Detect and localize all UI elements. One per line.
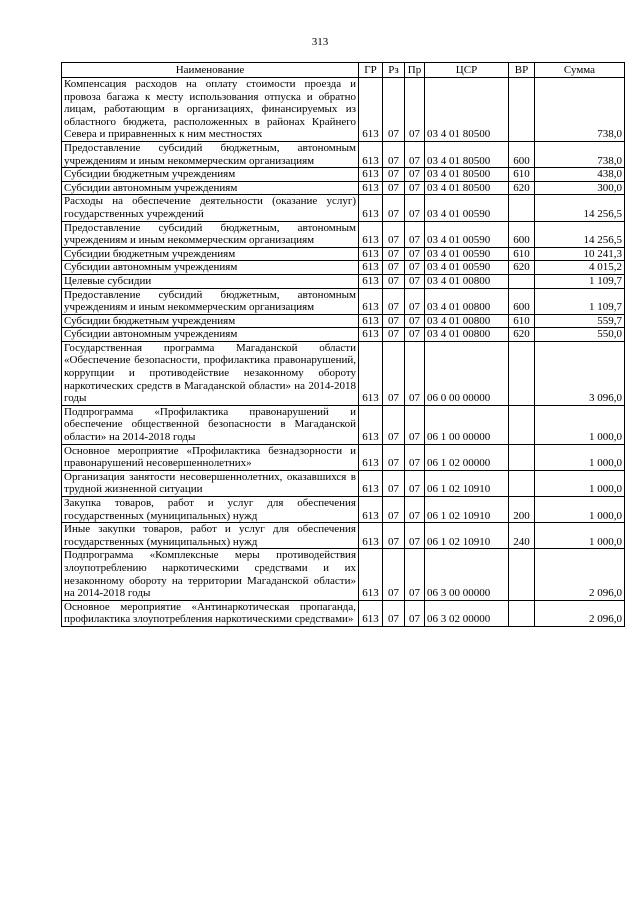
cell-sum: 1 109,7 [535,274,625,288]
cell-sum: 2 096,0 [535,549,625,600]
cell-vr: 600 [509,288,535,314]
cell-gr: 613 [359,600,383,626]
table-row [62,261,625,275]
cell-name: Предоставление субсидий бюджетным, автономным учреждениям и иным некоммерческим организациям [62,221,359,247]
cell-name: Расходы на обеспечение деятельности (оказание услуг) государственных учреждений [62,195,359,221]
cell-name: Субсидии бюджетным учреждениям [62,168,359,182]
cell-gr: 613 [359,523,383,549]
table-row [62,168,625,182]
header-csr: ЦСР [425,63,509,78]
cell-gr: 613 [359,181,383,195]
cell-name: Организация занятости несовершеннолетних, оказавшихся в трудной жизненной ситуации [62,470,359,496]
cell-sum: 3 096,0 [535,341,625,405]
cell-pr: 07 [405,274,425,288]
cell-sum: 2 096,0 [535,600,625,626]
cell-pr: 07 [405,497,425,523]
table-row [62,181,625,195]
cell-name: Субсидии бюджетным учреждениям [62,247,359,261]
cell-rz: 07 [383,247,405,261]
cell-name: Субсидии автономным учреждениям [62,261,359,275]
cell-rz: 07 [383,168,405,182]
cell-sum: 14 256,5 [535,221,625,247]
cell-vr: 240 [509,523,535,549]
cell-name: Компенсация расходов на оплату стоимости проезда и провоза багажа к месту использования отпуска и обратно лицам, работающим в организациях, финансируемых из областного бюджета, расположенных в районах Крайнего Севера и приравненных к ним местностях [62,78,359,142]
cell-rz: 07 [383,405,405,444]
cell-pr: 07 [405,549,425,600]
cell-name: Субсидии автономным учреждениям [62,328,359,342]
cell-csr: 06 0 00 00000 [425,341,509,405]
cell-name: Субсидии автономным учреждениям [62,181,359,195]
cell-rz: 07 [383,141,405,167]
cell-csr: 03 4 01 00590 [425,261,509,275]
cell-gr: 613 [359,274,383,288]
cell-pr: 07 [405,221,425,247]
cell-csr: 03 4 01 80500 [425,181,509,195]
cell-rz: 07 [383,600,405,626]
cell-rz: 07 [383,288,405,314]
cell-sum: 1 000,0 [535,405,625,444]
cell-csr: 06 1 02 10910 [425,497,509,523]
table-row [62,444,625,470]
cell-gr: 613 [359,328,383,342]
cell-vr [509,274,535,288]
header-rz: Рз [383,63,405,78]
cell-pr: 07 [405,261,425,275]
cell-pr: 07 [405,247,425,261]
cell-name: Предоставление субсидий бюджетным, автономным учреждениям и иным некоммерческим организациям [62,141,359,167]
cell-csr: 06 3 02 00000 [425,600,509,626]
cell-pr: 07 [405,405,425,444]
cell-vr [509,341,535,405]
table-header-row [62,63,625,78]
cell-vr: 200 [509,497,535,523]
cell-gr: 613 [359,341,383,405]
cell-rz: 07 [383,549,405,600]
cell-name: Подпрограмма «Комплексные меры противодействия злоупотреблению наркотическими средствами и их незаконному обороту на территории Магаданской области» на 2014-2018 годы [62,549,359,600]
cell-gr: 613 [359,314,383,328]
cell-gr: 613 [359,261,383,275]
header-pr: Пр [405,63,425,78]
cell-pr: 07 [405,288,425,314]
cell-rz: 07 [383,341,405,405]
budget-table [61,62,625,627]
table-row [62,549,625,600]
cell-csr: 06 3 00 00000 [425,549,509,600]
cell-csr: 03 4 01 80500 [425,78,509,142]
cell-csr: 03 4 01 00800 [425,288,509,314]
cell-rz: 07 [383,314,405,328]
cell-gr: 613 [359,221,383,247]
cell-sum: 1 000,0 [535,523,625,549]
cell-rz: 07 [383,328,405,342]
header-vr: ВР [509,63,535,78]
cell-rz: 07 [383,274,405,288]
cell-gr: 613 [359,141,383,167]
table-row [62,78,625,142]
cell-csr: 03 4 01 00590 [425,247,509,261]
cell-vr [509,405,535,444]
cell-name: Иные закупки товаров, работ и услуг для обеспечения государственных (муниципальных) нужд [62,523,359,549]
cell-gr: 613 [359,497,383,523]
cell-rz: 07 [383,497,405,523]
cell-name: Основное мероприятие «Антинаркотическая пропаганда, профилактика злоупотребления наркотическими средствами» [62,600,359,626]
cell-rz: 07 [383,78,405,142]
table-row [62,195,625,221]
cell-rz: 07 [383,221,405,247]
table-row [62,274,625,288]
cell-vr: 600 [509,221,535,247]
table-row [62,221,625,247]
table-body [62,78,625,627]
cell-vr: 610 [509,247,535,261]
cell-sum: 559,7 [535,314,625,328]
cell-gr: 613 [359,78,383,142]
cell-csr: 03 4 01 80500 [425,141,509,167]
cell-csr: 06 1 02 00000 [425,444,509,470]
cell-sum: 550,0 [535,328,625,342]
cell-name: Предоставление субсидий бюджетным, автономным учреждениям и иным некоммерческим организациям [62,288,359,314]
cell-rz: 07 [383,261,405,275]
cell-pr: 07 [405,600,425,626]
cell-sum: 300,0 [535,181,625,195]
header-sum: Сумма [535,63,625,78]
table-row [62,288,625,314]
cell-gr: 613 [359,247,383,261]
cell-vr: 610 [509,314,535,328]
cell-gr: 613 [359,549,383,600]
cell-vr [509,195,535,221]
cell-csr: 03 4 01 00590 [425,221,509,247]
cell-csr: 03 4 01 00590 [425,195,509,221]
cell-gr: 613 [359,288,383,314]
cell-sum: 1 000,0 [535,497,625,523]
table-row [62,600,625,626]
header-name: Наименование [62,63,359,78]
cell-sum: 1 000,0 [535,444,625,470]
cell-rz: 07 [383,470,405,496]
cell-name: Основное мероприятие «Профилактика безнадзорности и правонарушений несовершеннолетних» [62,444,359,470]
cell-pr: 07 [405,314,425,328]
cell-vr: 620 [509,261,535,275]
cell-csr: 06 1 02 10910 [425,523,509,549]
table-row [62,405,625,444]
cell-csr: 06 1 00 00000 [425,405,509,444]
table-row [62,314,625,328]
cell-sum: 1 109,7 [535,288,625,314]
cell-gr: 613 [359,405,383,444]
cell-rz: 07 [383,181,405,195]
cell-vr [509,444,535,470]
cell-rz: 07 [383,195,405,221]
cell-pr: 07 [405,141,425,167]
cell-csr: 03 4 01 00800 [425,328,509,342]
cell-gr: 613 [359,168,383,182]
cell-rz: 07 [383,523,405,549]
table-row [62,470,625,496]
table-row [62,141,625,167]
cell-csr: 03 4 01 00800 [425,314,509,328]
table-row [62,328,625,342]
cell-pr: 07 [405,328,425,342]
cell-sum: 438,0 [535,168,625,182]
cell-sum: 4 015,2 [535,261,625,275]
table-row [62,497,625,523]
cell-pr: 07 [405,195,425,221]
cell-pr: 07 [405,181,425,195]
cell-vr [509,78,535,142]
cell-rz: 07 [383,444,405,470]
cell-sum: 14 256,5 [535,195,625,221]
cell-gr: 613 [359,444,383,470]
cell-sum: 10 241,3 [535,247,625,261]
cell-name: Государственная программа Магаданской области «Обеспечение безопасности, профилактика правонарушений, коррупции и противодействие незаконному обороту наркотических средств в Магаданской области» на 2014-2018 годы [62,341,359,405]
table-row [62,247,625,261]
header-gr: ГР [359,63,383,78]
cell-sum: 1 000,0 [535,470,625,496]
cell-csr: 03 4 01 80500 [425,168,509,182]
cell-csr: 03 4 01 00800 [425,274,509,288]
cell-pr: 07 [405,168,425,182]
cell-gr: 613 [359,470,383,496]
cell-pr: 07 [405,444,425,470]
cell-csr: 06 1 02 10910 [425,470,509,496]
cell-pr: 07 [405,78,425,142]
cell-vr [509,549,535,600]
page-number: 313 [311,36,329,48]
cell-name: Субсидии бюджетным учреждениям [62,314,359,328]
cell-vr: 600 [509,141,535,167]
cell-vr [509,600,535,626]
table-row [62,523,625,549]
cell-vr [509,470,535,496]
cell-name: Целевые субсидии [62,274,359,288]
cell-vr: 620 [509,181,535,195]
cell-pr: 07 [405,470,425,496]
cell-vr: 620 [509,328,535,342]
cell-gr: 613 [359,195,383,221]
cell-pr: 07 [405,341,425,405]
cell-name: Подпрограмма «Профилактика правонарушений и обеспечение общественной безопасности в Магаданской области» на 2014-2018 годы [62,405,359,444]
cell-pr: 07 [405,523,425,549]
cell-vr: 610 [509,168,535,182]
table-row [62,341,625,405]
cell-name: Закупка товаров, работ и услуг для обеспечения государственных (муниципальных) нужд [62,497,359,523]
cell-sum: 738,0 [535,78,625,142]
cell-sum: 738,0 [535,141,625,167]
